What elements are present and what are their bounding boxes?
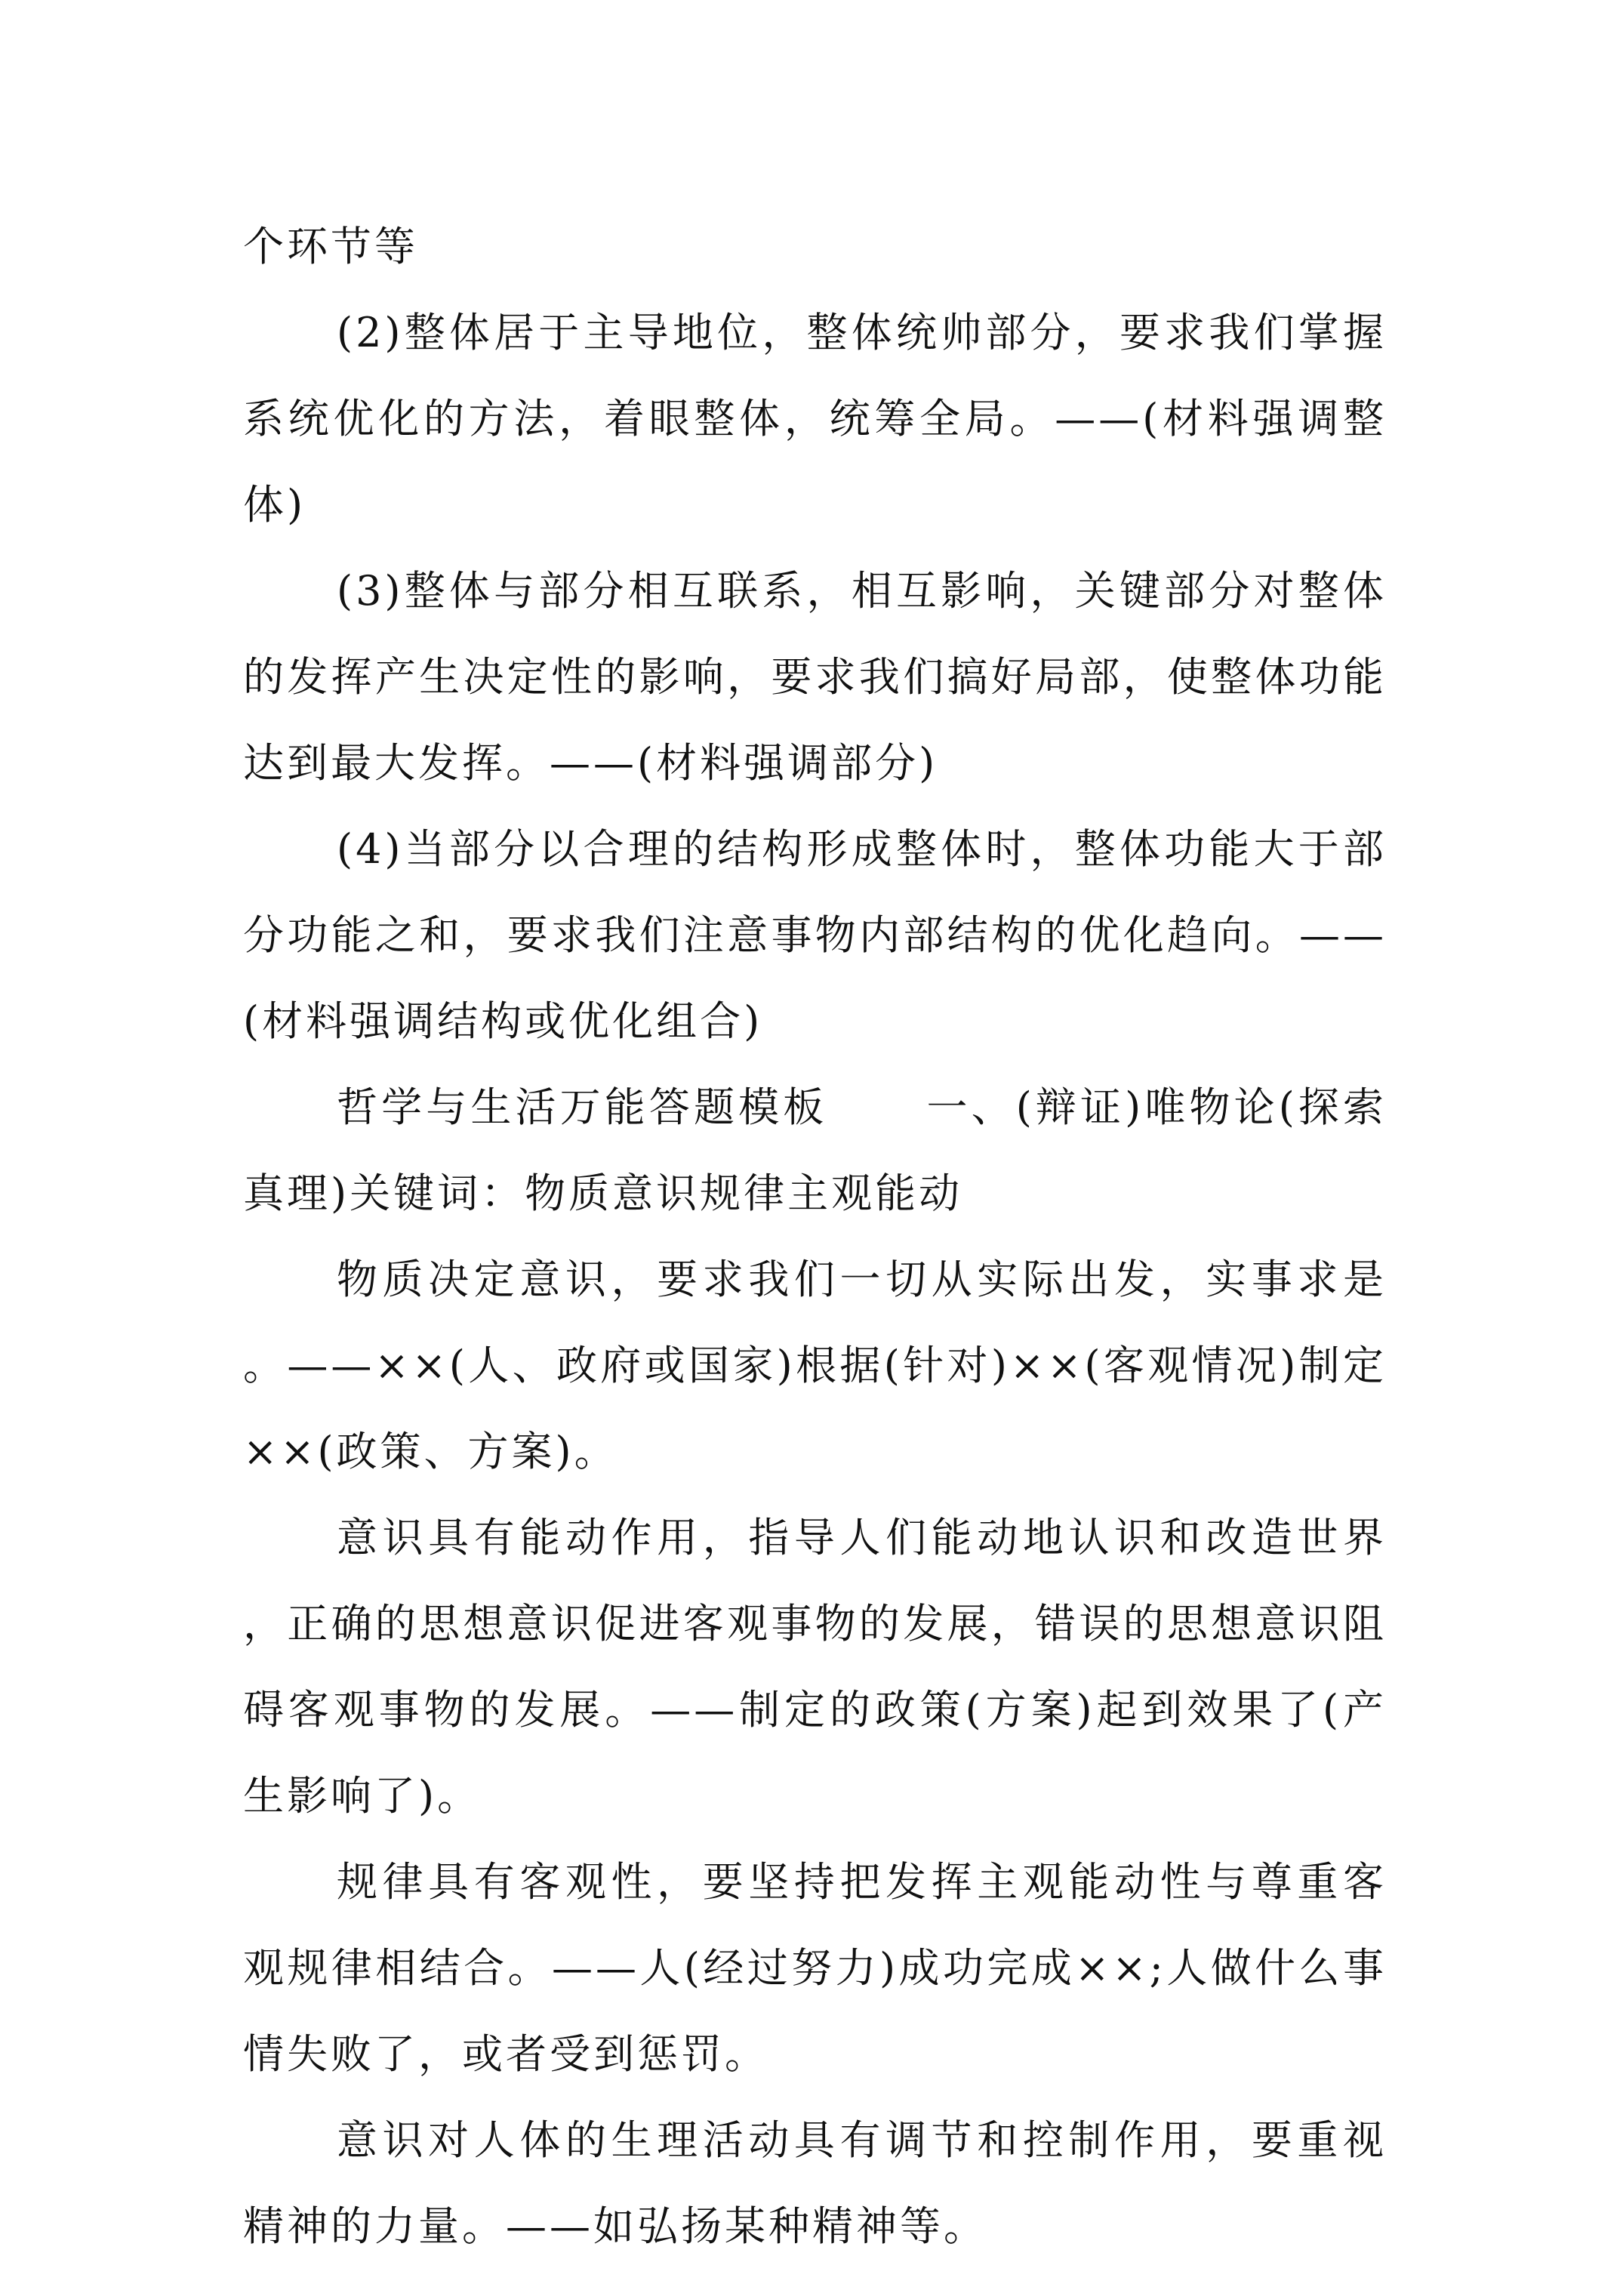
paragraph-whole-dominant: (2)整体居于主导地位，整体统帅部分，要求我们掌握系统优化的方法，着眼整体，统筹全局。——(材料强调整体) xyxy=(243,309,1387,529)
paragraph-whole-part-relation: (3)整体与部分相互联系，相互影响，关键部分对整体的发挥产生决定性的影响，要求我们搞好局部，使整体功能达到最大发挥。——(材料强调部分) xyxy=(243,567,1387,787)
paragraph-template-heading xyxy=(243,1065,1387,1237)
document-body xyxy=(243,204,1387,2270)
template-title: 哲学与生活万能答题模板 xyxy=(337,1083,828,1131)
materialism-keywords: 一、(辩证)唯物论(探索真理)关键词：物质意识规律主观能动 xyxy=(243,1083,1387,1217)
paragraph-matter-decides-consciousness: 物质决定意识，要求我们一切从实际出发，实事求是。——××(人、政府或国家)根据(针对)××(客观情况)制定××(政策、方案)。 xyxy=(243,1256,1387,1475)
paragraph-consciousness-active-role: 意识具有能动作用，指导人们能动地认识和改造世界，正确的思想意识促进客观事物的发展，错误的思想意识阻碍客观事物的发展。——制定的政策(方案)起到效果了(产生影响了)。 xyxy=(243,1514,1387,1820)
paragraph-continuation: 个环节等 xyxy=(243,223,418,270)
paragraph-objective-laws: 规律具有客观性，要坚持把发挥主观能动性与尊重客观规律相结合。——人(经过努力)成功完成××;人做什么事情失败了，或者受到惩罚。 xyxy=(243,1858,1387,2078)
paragraph-structure-optimization: (4)当部分以合理的结构形成整体时，整体功能大于部分功能之和，要求我们注意事物内部结构的优化趋向。——(材料强调结构或优化组合) xyxy=(243,825,1387,1045)
paragraph-spirit-power: 意识对人体的生理活动具有调节和控制作用，要重视精神的力量。——如弘扬某种精神等。 xyxy=(243,2116,1387,2250)
